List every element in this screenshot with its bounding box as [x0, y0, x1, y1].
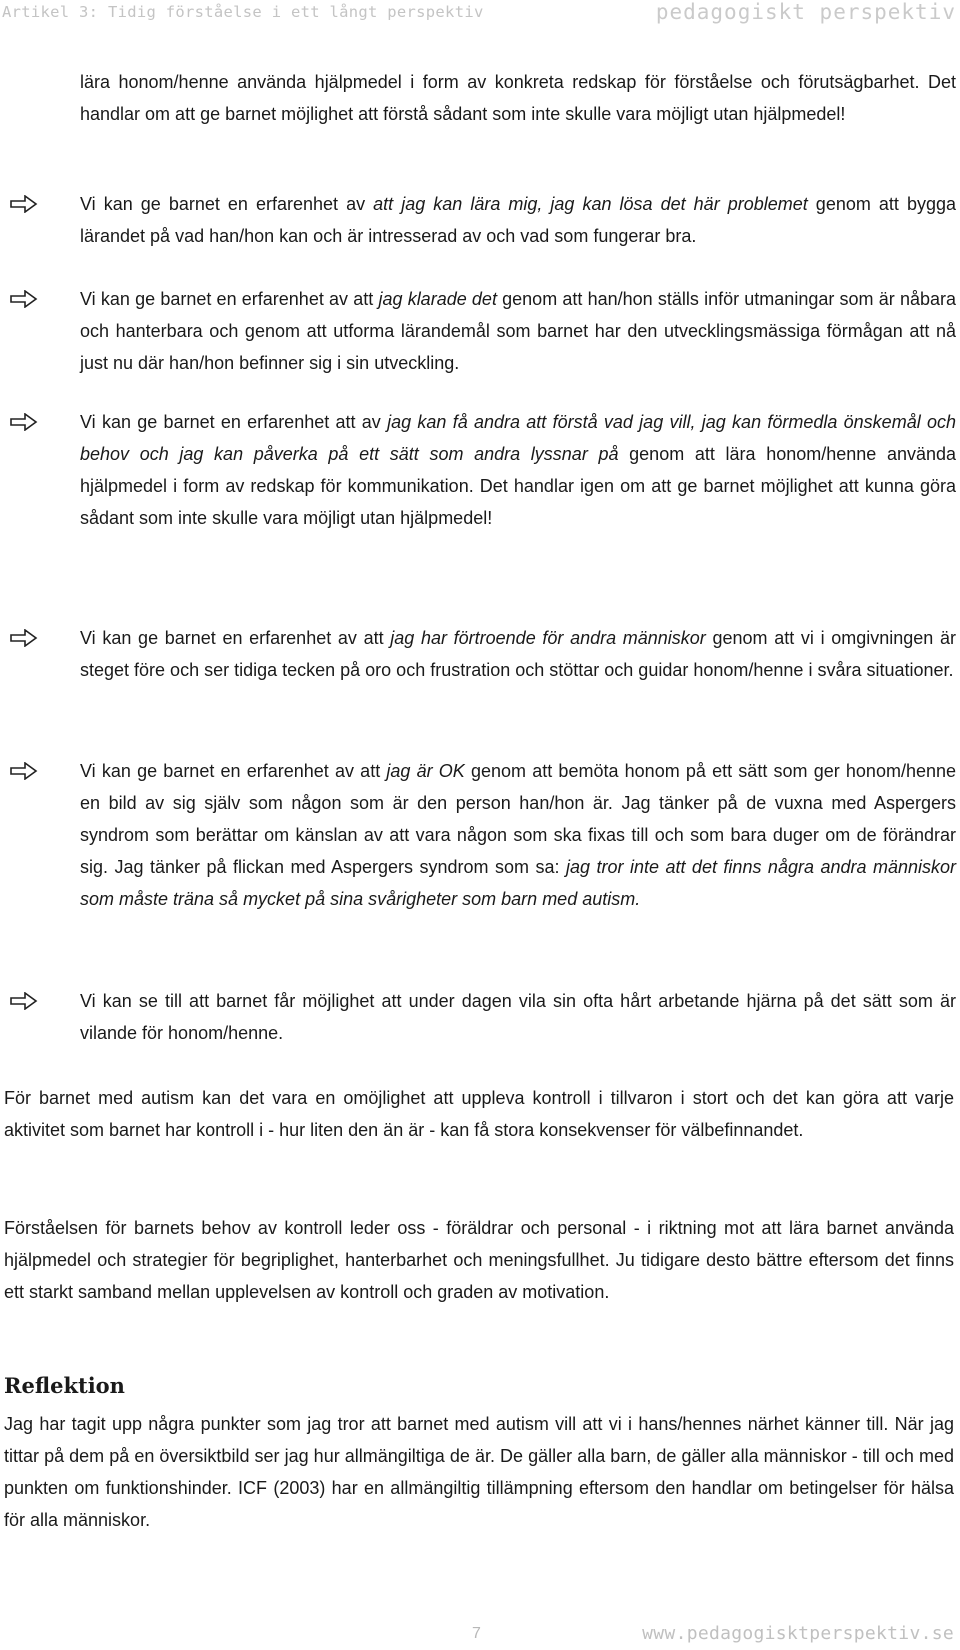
bullet-text	[80, 283, 956, 379]
paragraph	[4, 1082, 954, 1146]
emphasis-text: jag är OK	[386, 761, 465, 781]
arrow-right-icon	[10, 195, 38, 213]
arrow-right-icon	[10, 413, 38, 431]
bullet-text-run: genom att vi i omgivningen är steget före och ser tidiga tecken på oro och frustration och stöttar och guidar honom/henne i svåra situationer.	[80, 628, 956, 680]
page-number: 7	[472, 1625, 481, 1642]
bullet-text	[80, 406, 956, 534]
bullet-text	[80, 188, 956, 252]
emphasis-text: jag kan få andra att förstå vad jag vill, jag kan förmedla önskemål och behov och jag kan påverka på ett sätt som andra lyssnar på	[80, 412, 956, 464]
section-heading: Reflektion	[4, 1373, 125, 1398]
arrow-right-icon	[10, 629, 38, 647]
paragraph-text: För barnet med autism kan det vara en omöjlighet att uppleva kontroll i tillvaron i stort och det kan göra att varje aktivitet som barnet har kontroll i - hur liten den än är - kan få stora konsekvenser för välbefinnandet.	[4, 1088, 954, 1140]
bullet-text	[80, 622, 956, 686]
bullet-text-run: genom att bemöta honom på ett sätt som ger honom/henne en bild av sig själv som någon som är den person han/hon är. Jag tänker på de vuxna med Aspergers syndrom som berättar om känslan av att vara någon som ska fixas till och som bara duger om de förändrar sig. Jag tänker på flickan med Aspergers syndrom som sa:	[80, 761, 956, 877]
bullet-text-run: Vi kan ge barnet en erfarenhet av att	[80, 761, 387, 781]
footer-url: www.pedagogisktperspektiv.se	[642, 1623, 954, 1644]
bullet-text	[80, 755, 956, 915]
bullet-text-run: Vi kan ge barnet en erfarenhet av att	[80, 289, 379, 309]
reflection-paragraph	[4, 1408, 954, 1536]
publication-name: pedagogiskt perspektiv	[655, 0, 956, 24]
paragraph-text: Jag har tagit upp några punkter som jag tror att barnet med autism vill att vi i hans/hennes närhet känner till. När jag tittar på dem på en översiktbild ser jag hur allmängiltiga de är. De gäller alla barn, de gäller alla människor - till och med punkten om funktionshinder. ICF (2003) har en allmängiltig tillämpning eftersom den handlar om betingelser för hälsa för alla människor.	[4, 1414, 954, 1530]
intro-paragraph	[80, 66, 956, 130]
page-header	[0, 0, 960, 30]
paragraph-text: Förståelsen för barnets behov av kontroll leder oss - föräldrar och personal - i riktning mot att lära barnet använda hjälpmedel och strategier för begriplighet, hanterbarhet och meningsfullhet. Ju tidigare desto bättre eftersom det finns ett starkt samband mellan upplevelsen av kontroll och graden av motivation.	[4, 1218, 954, 1302]
bullet-text	[80, 985, 956, 1049]
intro-text: lära honom/henne använda hjälpmedel i form av konkreta redskap för förståelse och förutsägbarhet. Det handlar om att ge barnet möjlighet att förstå sådant som inte skulle vara möjligt utan hjälpmedel!	[80, 72, 956, 124]
bullet-text-run: genom att han/hon ställs inför utmaningar som är nåbara och hanterbara och genom att utforma lärandemål som barnet har den utvecklingsmässiga förmågan att nå just nu där han/hon befinner sig i sin utveckling.	[80, 289, 956, 373]
bullet-text-run: genom att bygga lärandet på vad han/hon kan och är intresserad av och vad som fungerar bra.	[80, 194, 956, 246]
emphasis-text: jag klarade det	[378, 289, 497, 309]
paragraph	[4, 1212, 954, 1308]
bullet-text-run: genom att lära honom/henne använda hjälpmedel i form av redskap för kommunikation. Det handlar igen om att ge barnet möjlighet att kunna göra sådant som inte skulle vara möjligt utan hjälpmedel!	[80, 444, 957, 528]
emphasis-text: jag tror inte att det finns några andra människor som måste träna så mycket på sina svårigheter som barn med autism.	[80, 857, 956, 909]
arrow-right-icon	[10, 290, 38, 308]
emphasis-text: att jag kan lära mig, jag kan lösa det här problemet	[373, 194, 808, 214]
arrow-right-icon	[10, 992, 38, 1010]
bullet-text-run: Vi kan se till att barnet får möjlighet att under dagen vila sin ofta hårt arbetande hjärna på det sätt som är vilande för honom/henne.	[80, 991, 956, 1043]
bullet-text-run: Vi kan ge barnet en erfarenhet att av	[80, 412, 388, 432]
bullet-text-run: Vi kan ge barnet en erfarenhet av att	[80, 628, 391, 648]
emphasis-text: jag har förtroende för andra människor	[390, 628, 706, 648]
article-title: Artikel 3: Tidig förståelse i ett långt perspektiv	[2, 3, 484, 21]
arrow-right-icon	[10, 762, 38, 780]
bullet-text-run: Vi kan ge barnet en erfarenhet av	[80, 194, 374, 214]
